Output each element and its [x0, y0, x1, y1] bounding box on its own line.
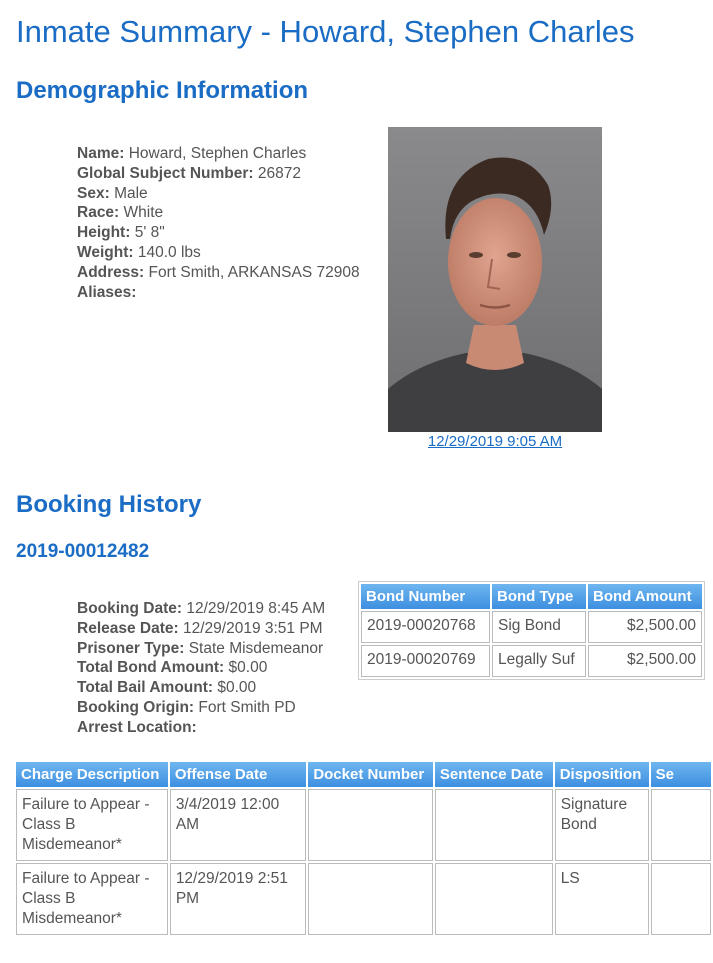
- charge-table-container: [14, 760, 713, 940]
- booking-history-heading: Booking History: [16, 491, 202, 518]
- sentence-date-header: Sentence Date: [435, 762, 553, 787]
- subject-number-value: 26872: [257, 164, 301, 182]
- height-row: [77, 223, 360, 243]
- booking-date-label: Booking Date:: [77, 600, 183, 617]
- disposition-header: Disposition: [555, 762, 649, 787]
- release-date-value: 12/29/2019 3:51 PM: [182, 619, 323, 637]
- bond-amount-cell: $2,500.00: [588, 645, 702, 677]
- sentence-cell: [651, 863, 711, 935]
- bond-table: [358, 581, 705, 680]
- total-bond-label: Total Bond Amount:: [77, 659, 225, 677]
- booking-date-value: 12/29/2019 8:45 AM: [186, 600, 326, 617]
- address-label: Address:: [77, 263, 145, 281]
- mugshot-photo[interactable]: [388, 127, 602, 432]
- total-bond-row: [77, 658, 325, 678]
- docket-number-header: Docket Number: [308, 762, 433, 787]
- booking-origin-value: Fort Smith PD: [198, 698, 296, 716]
- table-row: [16, 863, 711, 935]
- sex-label: Sex:: [77, 184, 110, 202]
- name-row: [77, 144, 360, 164]
- demographic-info: [77, 144, 360, 302]
- bond-type-cell: Sig Bond: [492, 611, 586, 643]
- release-date-row: [77, 619, 325, 639]
- bond-amount-cell: $2,500.00: [588, 611, 702, 643]
- subject-number-label: Global Subject Number:: [77, 164, 254, 182]
- booking-info: [77, 599, 325, 738]
- charge-description-cell: Failure to Appear - Class B Misdemeanor*: [16, 789, 168, 861]
- disposition-cell: Signature Bond: [555, 789, 649, 861]
- bond-number-cell: 2019-00020768: [361, 611, 490, 643]
- sentence-date-cell: [435, 789, 553, 861]
- arrest-location-row: [77, 718, 325, 738]
- address-row: [77, 263, 360, 283]
- mugshot-container: [388, 127, 602, 450]
- release-date-label: Release Date:: [77, 619, 179, 637]
- arrest-location-label: Arrest Location:: [77, 718, 197, 736]
- charge-description-header: Charge Description: [16, 762, 168, 787]
- bond-type-cell: Legally Suf: [492, 645, 586, 677]
- name-label: Name:: [77, 145, 125, 162]
- race-row: [77, 203, 360, 223]
- total-bail-row: [77, 678, 325, 698]
- sentence-date-cell: [435, 863, 553, 935]
- demographic-heading: Demographic Information: [16, 77, 309, 104]
- weight-row: [77, 243, 360, 263]
- race-value: White: [123, 204, 164, 222]
- bond-amount-header: Bond Amount: [588, 584, 702, 609]
- offense-date-cell: 12/29/2019 2:51 PM: [170, 863, 307, 935]
- height-value: 5' 8": [134, 224, 165, 242]
- charge-description-cell: Failure to Appear - Class B Misdemeanor*: [16, 863, 168, 935]
- height-label: Height:: [77, 224, 131, 242]
- table-row: [361, 611, 702, 643]
- docket-number-cell: [308, 789, 433, 861]
- total-bond-value: $0.00: [228, 659, 268, 677]
- sentence-cell: [651, 789, 711, 861]
- prisoner-type-value: State Misdemeanor: [188, 639, 324, 657]
- race-label: Race:: [77, 204, 120, 222]
- address-value: Fort Smith, ARKANSAS 72908: [148, 263, 360, 281]
- prisoner-type-row: [77, 639, 325, 659]
- bond-header-row: [361, 584, 702, 609]
- bond-number-cell: 2019-00020769: [361, 645, 490, 677]
- sex-value: Male: [114, 184, 148, 202]
- sentence-header: Se: [651, 762, 711, 787]
- booking-origin-row: [77, 698, 325, 718]
- disposition-cell: LS: [555, 863, 649, 935]
- docket-number-cell: [308, 863, 433, 935]
- subject-number-row: [77, 164, 360, 184]
- total-bail-value: $0.00: [217, 679, 257, 697]
- name-value: Howard, Stephen Charles: [128, 145, 307, 162]
- bond-number-header: Bond Number: [361, 584, 490, 609]
- photo-date-link[interactable]: 12/29/2019 9:05 AM: [427, 433, 563, 450]
- prisoner-type-label: Prisoner Type:: [77, 639, 185, 657]
- sex-row: [77, 184, 360, 204]
- table-row: [16, 789, 711, 861]
- weight-label: Weight:: [77, 243, 134, 261]
- weight-value: 140.0 lbs: [137, 243, 201, 261]
- table-row: [361, 645, 702, 677]
- charge-header-row: [16, 762, 711, 787]
- aliases-row: [77, 283, 360, 303]
- total-bail-label: Total Bail Amount:: [77, 679, 214, 697]
- booking-date-row: [77, 599, 325, 619]
- page-title: Inmate Summary - Howard, Stephen Charles: [16, 14, 635, 49]
- bond-type-header: Bond Type: [492, 584, 586, 609]
- charge-table: [14, 760, 713, 937]
- booking-number: 2019-00012482: [16, 541, 150, 562]
- offense-date-cell: 3/4/2019 12:00 AM: [170, 789, 307, 861]
- booking-origin-label: Booking Origin:: [77, 698, 195, 716]
- offense-date-header: Offense Date: [170, 762, 307, 787]
- aliases-label: Aliases:: [77, 283, 137, 301]
